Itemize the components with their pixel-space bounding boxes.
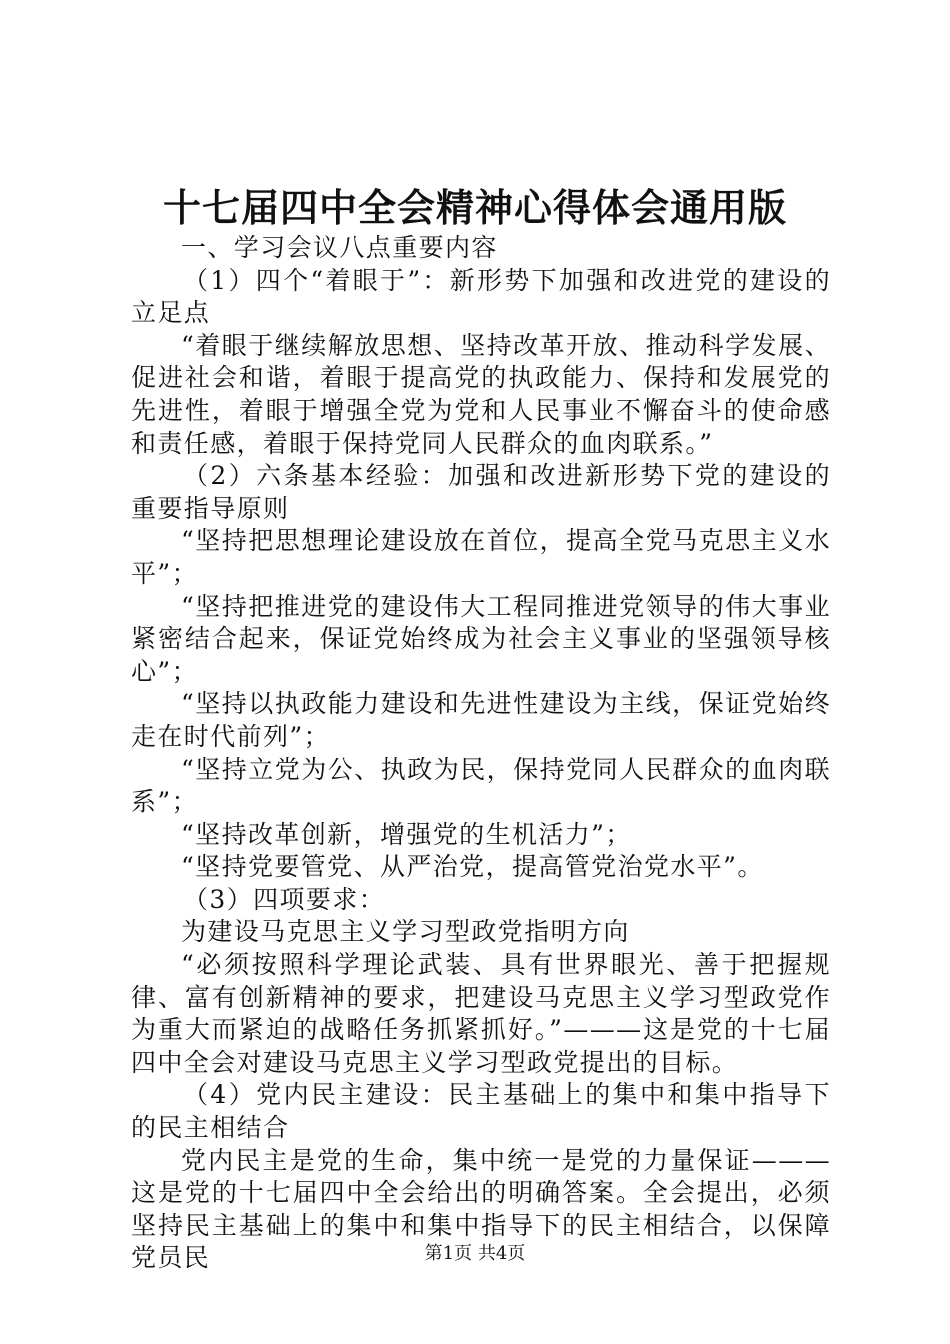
paragraph-item-1-heading: （1）四个“着眼于”：新形势下加强和改进党的建设的立足点	[131, 265, 831, 328]
paragraph: “坚持以执政能力建设和先进性建设为主线，保证党始终走在时代前列”；	[131, 689, 831, 751]
paragraph: “坚持党要管党、从严治党，提高管党治党水平”。	[181, 852, 764, 882]
paragraph: “坚持把思想理论建设放在首位，提高全党马克思主义水平”；	[131, 526, 831, 588]
paragraph-item-4-heading: （4）党内民主建设：民主基础上的集中和集中指导下的民主相结合	[131, 1080, 831, 1143]
document-title: 十七届四中全会精神心得体会通用版	[162, 185, 787, 230]
paragraph-section-heading: 一、学习会议八点重要内容	[181, 233, 498, 262]
paragraph: “必须按照科学理论武装、具有世界眼光、善于把握规律、富有创新精神的要求，把建设马克思主义学习型政党作为重大而紧迫的战略任务抓紧抓好。”———这是党的十七届四中全会对建设马克思主义学习型政党提出的目标。	[131, 950, 831, 1077]
paragraph: “坚持把推进党的建设伟大工程同推进党领导的伟大事业紧密结合起来，保证党始终成为社会主义事业的坚强领导核心”；	[131, 591, 831, 686]
page-footer: 第1页 共4页	[424, 1243, 526, 1264]
paragraph: 党内民主是党的生命，集中统一是党的力量保证———这是党的十七届四中全会给出的明确答案。全会提出，必须坚持民主基础上的集中和集中指导下的民主相结合，以保障党员民	[131, 1145, 831, 1273]
paragraph-item-3-heading: （3）四项要求：	[183, 884, 386, 914]
paragraph: “坚持改革创新，增强党的生机活力”；	[181, 819, 632, 849]
paragraph-item-2-heading: （2）六条基本经验：加强和改进新形势下党的建设的重要指导原则	[131, 461, 831, 523]
document-body	[131, 232, 831, 1275]
paragraph: 为建设马克思主义学习型政党指明方向	[181, 917, 630, 947]
paragraph: “着眼于继续解放思想、坚持改革开放、推动科学发展、促进社会和谐，着眼于提高党的执政能力、保持和发展党的先进性，着眼于增强全党为党和人民事业不懈奋斗的使命感和责任感，着眼于保持党同人民群众的血肉联系。”	[131, 330, 831, 458]
paragraph: “坚持立党为公、执政为民，保持党同人民群众的血肉联系”；	[131, 754, 831, 817]
